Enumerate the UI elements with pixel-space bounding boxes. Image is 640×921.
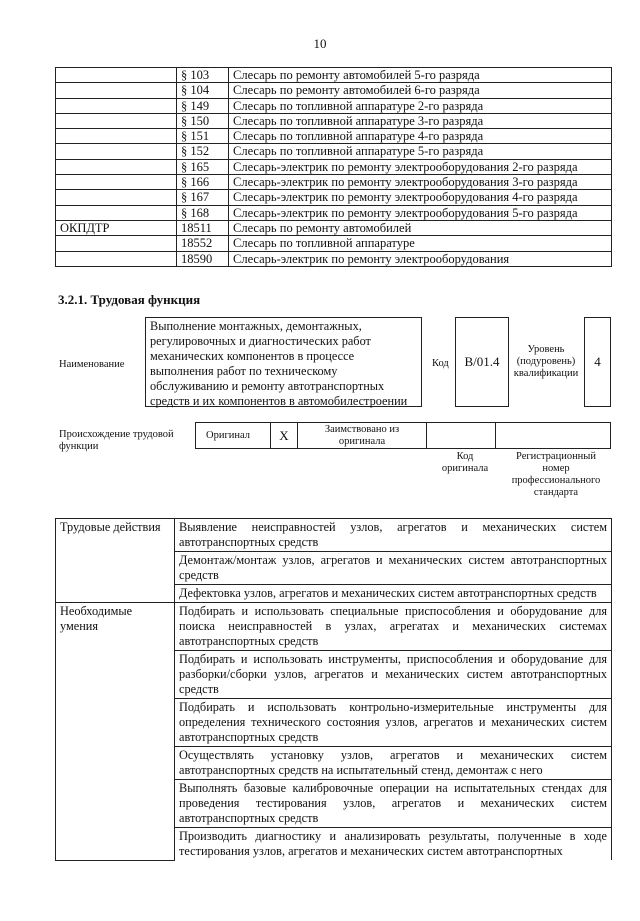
skill-text: Выполнять базовые калибровочные операции на испытательных стендах для проведения тестирования узлов, агрегатов и механических систем автотранспортных средств bbox=[175, 780, 612, 828]
codes-group-cell bbox=[56, 98, 177, 113]
level-label: Уровень (подуровень) квалификации bbox=[513, 344, 579, 379]
codes-group-cell bbox=[56, 68, 177, 83]
skills-header: Необходимые умения bbox=[56, 603, 175, 861]
codes-code-cell: § 103 bbox=[177, 68, 229, 83]
function-name-box: Выполнение монтажных, демонтажных, регулировочных и диагностических работ механических компонентов в процессе выполнения работ по техническому обслуживанию и ремонту автотранспортных средств и их компонентов в автомобилестроении bbox=[145, 317, 422, 407]
labor-action-row bbox=[56, 519, 612, 552]
skill-text: Осуществлять установку узлов, агрегатов и механических систем автотранспортных средств на испытательный стенд, демонтаж с него bbox=[175, 747, 612, 780]
skill-text: Производить диагностику и анализировать результаты, полученные в ходе тестирования узлов, агрегатов и механических систем автотранспортных bbox=[175, 828, 612, 861]
codes-code-cell: 18552 bbox=[177, 236, 229, 251]
codes-row bbox=[56, 220, 612, 235]
borrowed-label: Заимствовано из оригинала bbox=[298, 423, 427, 449]
registration-number-cell bbox=[496, 423, 611, 449]
code-label: Код bbox=[432, 358, 449, 369]
labor-action-text: Демонтаж/монтаж узлов, агрегатов и механических систем автотранспортных средств bbox=[175, 552, 612, 585]
codes-group-cell bbox=[56, 236, 177, 251]
skill-text: Подбирать и использовать инструменты, приспособления и оборудование для разборки/сборки узлов, агрегатов и механических систем автотранспортных средств bbox=[175, 651, 612, 699]
codes-name-cell: Слесарь по топливной аппаратуре bbox=[229, 236, 612, 251]
codes-row bbox=[56, 83, 612, 98]
registration-number-caption: Регистрационный номер профессионального стандарта bbox=[511, 451, 601, 498]
labor-actions-table bbox=[55, 518, 612, 861]
codes-code-cell: § 165 bbox=[177, 159, 229, 174]
codes-name-cell: Слесарь-электрик по ремонту электрооборудования 5-го разряда bbox=[229, 205, 612, 220]
codes-name-cell: Слесарь-электрик по ремонту электрооборудования 3-го разряда bbox=[229, 175, 612, 190]
codes-row bbox=[56, 98, 612, 113]
codes-name-cell: Слесарь по топливной аппаратуре 2-го разряда bbox=[229, 98, 612, 113]
original-code-caption: Код оригинала bbox=[441, 451, 489, 474]
codes-group-cell bbox=[56, 144, 177, 159]
codes-row bbox=[56, 205, 612, 220]
codes-row bbox=[56, 159, 612, 174]
codes-code-cell: § 149 bbox=[177, 98, 229, 113]
codes-name-cell: Слесарь по ремонту автомобилей 6-го разряда bbox=[229, 83, 612, 98]
codes-group-cell bbox=[56, 159, 177, 174]
codes-row bbox=[56, 144, 612, 159]
codes-name-cell: Слесарь по ремонту автомобилей bbox=[229, 220, 612, 235]
codes-code-cell: § 152 bbox=[177, 144, 229, 159]
codes-row bbox=[56, 129, 612, 144]
original-label: Оригинал bbox=[196, 423, 271, 449]
codes-name-cell: Слесарь по топливной аппаратуре 3-го разряда bbox=[229, 113, 612, 128]
skill-text: Подбирать и использовать специальные приспособления и оборудование для поиска неисправностей в узлах, агрегатах и механических системах автотранспортных средств bbox=[175, 603, 612, 651]
qualification-level-box: 4 bbox=[584, 317, 611, 407]
codes-group-cell: ОКПДТР bbox=[56, 220, 177, 235]
origin-table bbox=[195, 422, 611, 449]
labor-action-text: Выявление неисправностей узлов, агрегатов и механических систем автотранспортных средств bbox=[175, 519, 612, 552]
codes-group-cell bbox=[56, 129, 177, 144]
codes-row bbox=[56, 251, 612, 266]
qualification-codes-table bbox=[55, 67, 612, 267]
codes-group-cell bbox=[56, 251, 177, 266]
codes-code-cell: 18590 bbox=[177, 251, 229, 266]
labor-actions-header: Трудовые действия bbox=[56, 519, 175, 603]
codes-name-cell: Слесарь по топливной аппаратуре 5-го разряда bbox=[229, 144, 612, 159]
codes-row bbox=[56, 236, 612, 251]
codes-code-cell: § 150 bbox=[177, 113, 229, 128]
function-code-box: B/01.4 bbox=[455, 317, 509, 407]
codes-code-cell: 18511 bbox=[177, 220, 229, 235]
codes-group-cell bbox=[56, 205, 177, 220]
codes-row bbox=[56, 190, 612, 205]
origin-label: Происхождение трудовой функции bbox=[59, 429, 174, 452]
section-title: 3.2.1. Трудовая функция bbox=[58, 292, 201, 307]
codes-group-cell bbox=[56, 190, 177, 205]
codes-code-cell: § 168 bbox=[177, 205, 229, 220]
codes-code-cell: § 166 bbox=[177, 175, 229, 190]
codes-name-cell: Слесарь по ремонту автомобилей 5-го разряда bbox=[229, 68, 612, 83]
codes-group-cell bbox=[56, 175, 177, 190]
codes-code-cell: § 104 bbox=[177, 83, 229, 98]
codes-code-cell: § 167 bbox=[177, 190, 229, 205]
page-number: 10 bbox=[313, 36, 327, 51]
codes-group-cell bbox=[56, 113, 177, 128]
codes-group-cell bbox=[56, 83, 177, 98]
codes-row bbox=[56, 113, 612, 128]
codes-name-cell: Слесарь-электрик по ремонту электрооборудования 2-го разряда bbox=[229, 159, 612, 174]
codes-row bbox=[56, 175, 612, 190]
codes-code-cell: § 151 bbox=[177, 129, 229, 144]
original-mark: X bbox=[271, 423, 298, 449]
name-label: Наименование bbox=[59, 359, 125, 370]
skill-row bbox=[56, 603, 612, 651]
codes-name-cell: Слесарь-электрик по ремонту электрооборудования 4-го разряда bbox=[229, 190, 612, 205]
labor-action-text: Дефектовка узлов, агрегатов и механических систем автотранспортных средств bbox=[175, 585, 612, 603]
codes-row bbox=[56, 68, 612, 83]
codes-name-cell: Слесарь по топливной аппаратуре 4-го разряда bbox=[229, 129, 612, 144]
codes-name-cell: Слесарь-электрик по ремонту электрооборудования bbox=[229, 251, 612, 266]
skill-text: Подбирать и использовать контрольно-измерительные инструменты для определения технического состояния узлов, агрегатов и механических систем автотранспортных средств bbox=[175, 699, 612, 747]
original-code-cell bbox=[427, 423, 496, 449]
